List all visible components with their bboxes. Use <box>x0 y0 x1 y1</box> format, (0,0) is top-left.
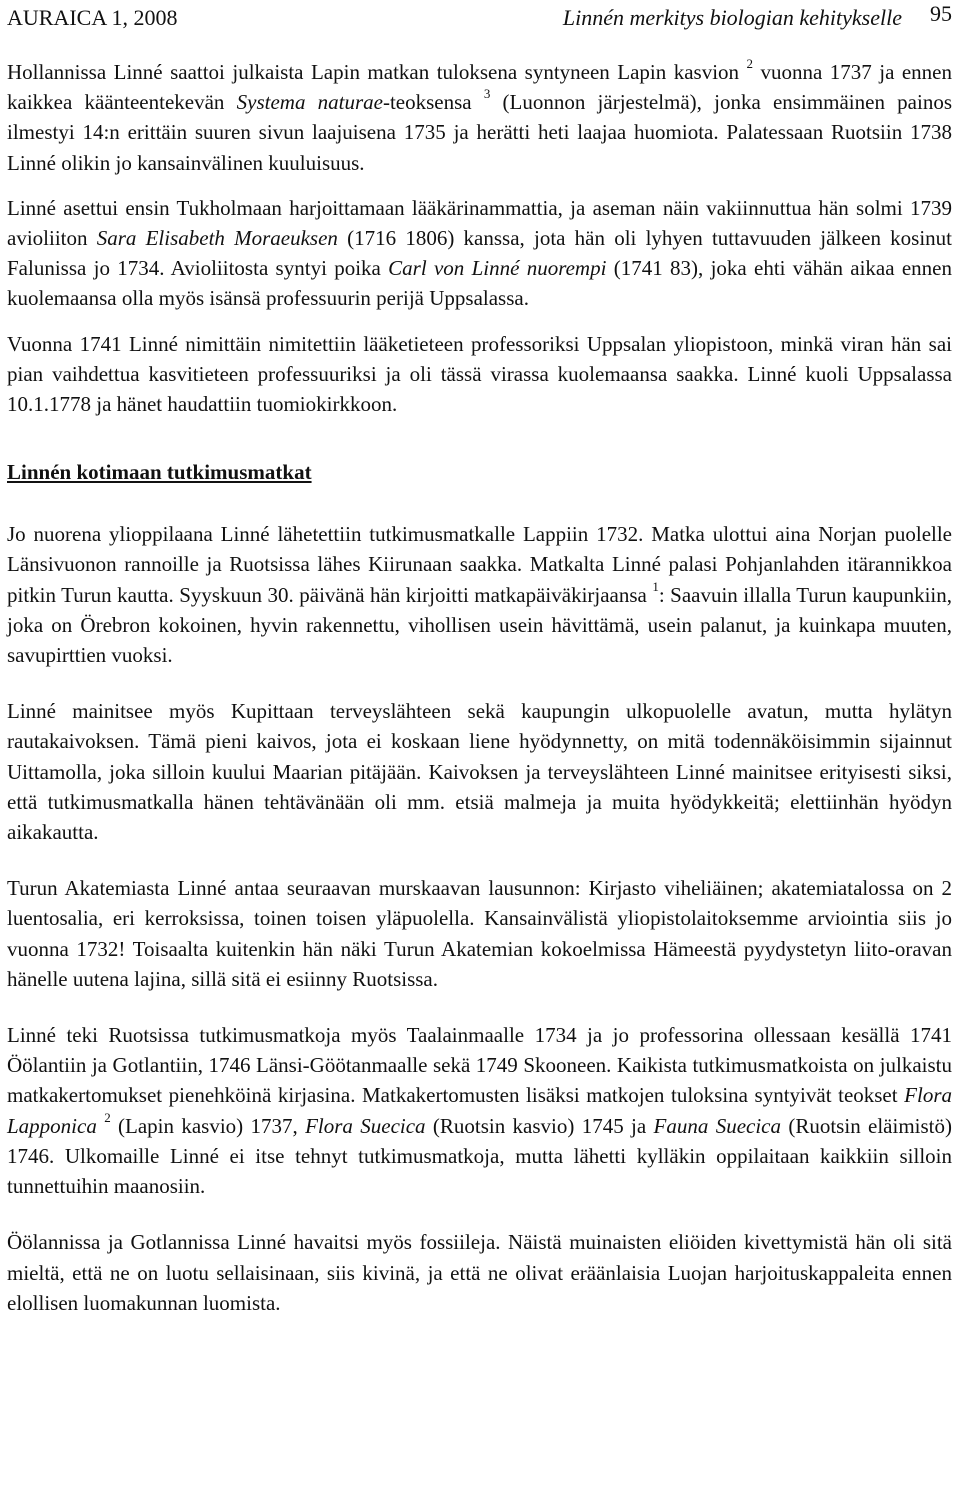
article-body <box>7 57 952 1318</box>
paragraph-swedish-journeys <box>7 1020 952 1201</box>
person-name: Carl von Linné nuorempi <box>388 256 607 281</box>
text-run: (Ruotsin eläimistö) 1746. Ulkomaille Linné ei itse tehnyt tutkimusmatkoja, mutta lähetti kylläkin oppilaitaan kaikkiin silloin tunnettuihin maanosiin. <box>7 1113 953 1199</box>
text-run: -teoksensa <box>382 90 484 115</box>
text-run: Hollannissa Linné saattoi julkaista Lapin matkan tuloksena syntyneen Lapin kasvion <box>7 60 747 84</box>
footnote-ref: 2 <box>746 56 754 71</box>
text-run: (Luonnon järjestelmä), jonka ensimmäinen painos ilmestyi 14:n erittäin suuren sivun laajuisena 1735 ja herätti heti laajaa huomiota. Palatessaan Ruotsiin 1738 Linné olikin jo kansainvälinen kuuluisuus. <box>7 90 952 175</box>
text-run: Linné teki Ruotsissa tutkimusmatkoja myös Taalainmaalle 1734 ja jo professorina ollessaan kesällä 1741 Öölantiin ja Gotlantiin, 1746 Länsi-Göötanmaalle sekä 1749 Skooneen. Kaikista tutkimusmatkoista on julkaistu matkakertomukset pienehköinä kirjasina. Matkakertomusten lisäksi matkojen tuloksina syntyivät teokset <box>7 1023 952 1108</box>
journal-name: AURAICA 1, 2008 <box>7 5 178 30</box>
text-run: Jo nuorena ylioppilaana Linné lähetettiin tutkimusmatkalle Lappiin 1732. Matka ulottui aina Norjan puolelle Länsivuonon rannoille ja Ruotsissa lähes Kiirunaan saakka. Matkalta Linné palasi Pohjanlahden itärannikkoa pitkin Turun kautta. Syyskuun 30. päivänä hän kirjoitti matkapäiväkirjaansa <box>7 522 952 607</box>
footnote-ref: 2 <box>104 1109 111 1125</box>
work-title: Flora Suecica <box>305 1113 426 1138</box>
paragraph-uppsala: Vuonna 1741 Linné nimittäin nimitettiin lääketieteen professoriksi Uppsalan yliopistoon, minkä viran hän sai pian vaihdettua kasvitieteen professuuriksi ja oli tässä virassa kuolemaansa saakka. Linné kuoli Uppsalassa 10.1.1778 ja hänet haudattiin tuomiokirkkoon. <box>7 331 952 417</box>
text-run: (1741 83), joka ehti vähän aikaa ennen kuolemaansa olla myös isänsä professuurin perijä Uppsalassa. <box>7 256 952 311</box>
footnote-ref: 1 <box>652 578 659 594</box>
section-heading: Linnén kotimaan tutkimusmatkat <box>7 460 312 485</box>
text-run: : Saavuin illalla Turun kaupunkiin, joka on Örebron kokoinen, hyvin rakennettu, vihollisen usein hävittämä, usein palanut, ja kuinkapa muuten, savupirttien vuoksi. <box>7 582 952 668</box>
running-title: Linnén merkitys biologian kehitykselle <box>562 5 902 30</box>
text-run: (Ruotsin kasvio) 1745 ja <box>425 1113 654 1138</box>
paragraph-fossils: Öölannissa ja Gotlannissa Linné havaitsi myös fossiileja. Näistä muinaisten eliöiden kivettymistä hän oli sitä mieltä, että ne on luotu sellaisinaan, siis kivinä, ja että ne olivat eräänlaisia Luojan harjoituskappaleita ennen elollisen luomakunnan luomista. <box>7 1230 952 1315</box>
work-title: Fauna Suecica <box>653 1113 782 1138</box>
person-name: Sara Elisabeth Moraeuksen <box>96 226 338 251</box>
text-run: vuonna 1737 ja ennen kaikkea käänteentekevän <box>7 60 952 115</box>
page-header <box>7 0 952 36</box>
work-title: Systema naturae <box>236 90 383 115</box>
footnote-ref: 3 <box>483 86 491 102</box>
paragraph-stockholm <box>7 193 952 314</box>
text-run: (Lapin kasvio) 1737, <box>110 1113 306 1138</box>
paragraph-turku-academy: Turun Akatemiasta Linné antaa seuraavan murskaavan lausunnon: Kirjasto viheliäinen; akatemiatalossa on 2 luentosalia, eri kerroksissa, toinen toisen yläpuolella. Kansainvälistä yliopistolaitoksemme arviointia siis jo vuonna 1732! Toisaalta kuitenkin hän näki Turun Akatemian kokoelmissa Hämeestä pyydystetyn liito-oravan hänelle uutena lajina, sillä sitä ei esiinny Ruotsissa. <box>7 876 952 991</box>
text-run: Linné asettui ensin Tukholmaan harjoittamaan lääkärinammattia, ja aseman näin vakiinnuttua hän solmi 1739 avioliiton <box>7 195 952 251</box>
page-number: 95 <box>930 1 952 26</box>
text-run: (1716 1806) kanssa, jota hän oli lyhyen tuttavuuden jälkeen kosinut Falunissa jo 1734. Avioliitosta syntyi poika <box>7 226 952 281</box>
paragraph-lapland-journey <box>7 519 952 670</box>
paragraph-kupittaa: Linné mainitsee myös Kupittaan terveyslähteen sekä kaupungin ulkopuolelle avatun, mutta hylätyn rautakaivoksen. Tämä pieni kaivos, jota ei koskaan liene hyödynnetty, on mitä todennäköisimmin sijainnut Uittamolla, joka silloin kuului Maarian pitäjään. Kaivoksen ja terveyslähteen Linné mainitsee erityisesti siksi, että tutkimusmatkalla hänen tehtävänään oli mm. etsiä malmeja ja muita hyödykkeitä; elettiinhän hyödyn aikakautta. <box>7 699 952 845</box>
work-title: Flora Lapponica <box>7 1083 952 1138</box>
paragraph-holland <box>7 57 952 178</box>
